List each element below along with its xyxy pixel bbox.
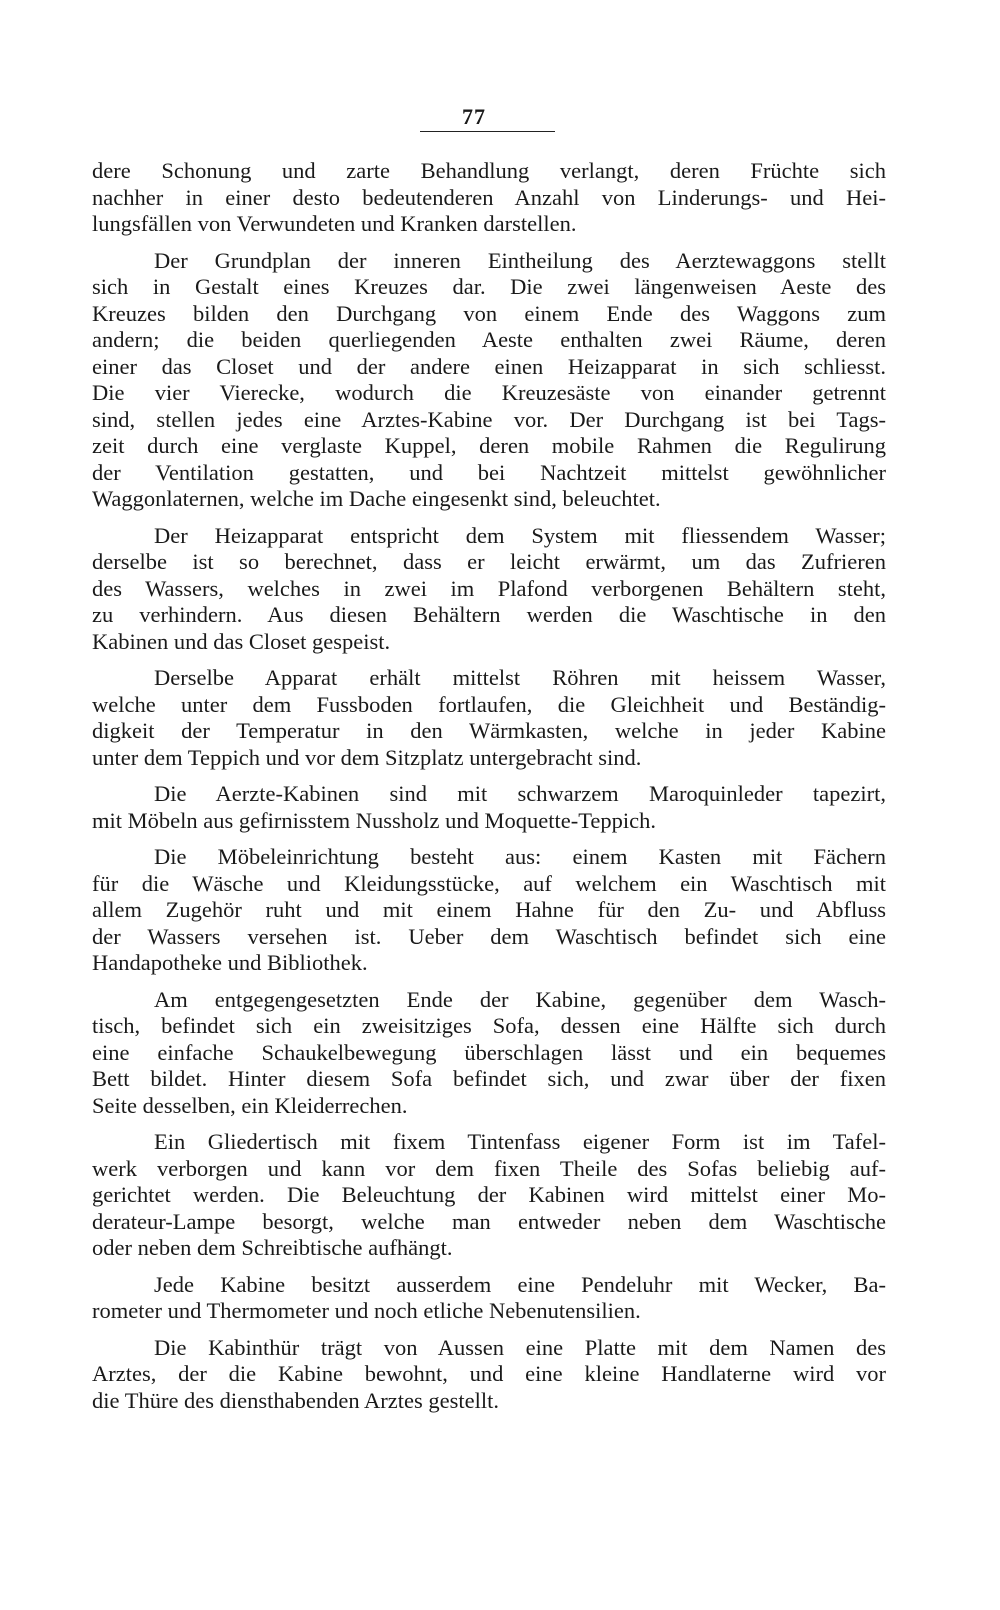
page-number: 77 (462, 104, 486, 129)
paragraph (92, 1272, 886, 1325)
text-line: die Thüre des diensthabenden Arztes gestellt. (92, 1387, 499, 1413)
text-line: Der Heizapparat entspricht dem System mit fliessendem Wasser; (154, 522, 886, 548)
text-line: des Wassers, welches in zwei im Plafond verborgenen Behältern steht, (92, 575, 886, 601)
paragraph (92, 987, 886, 1120)
text-line: Kreuzes bilden den Durchgang von einem Ende des Waggons zum (92, 300, 886, 326)
text-line: zu verhindern. Aus diesen Behältern werden die Waschtische in den (92, 602, 886, 627)
text-line: digkeit der Temperatur in den Wärmkasten, welche in jeder Kabine (92, 718, 886, 743)
text-line: Am entgegengesetzten Ende der Kabine, gegenüber dem Wasch- (154, 986, 886, 1012)
text-line: Die Aerzte-Kabinen sind mit schwarzem Maroquinleder tapezirt, (154, 781, 886, 806)
body-text (92, 158, 886, 1424)
text-line: nachher in einer desto bedeutenderen Anzahl von Linderungs- und Hei- (92, 184, 886, 210)
paragraph (92, 665, 886, 771)
paragraph (92, 523, 886, 656)
text-line: Die Möbeleinrichtung besteht aus: einem Kasten mit Fächern (154, 844, 886, 869)
text-line: allem Zugehör ruht und mit einem Hahne für den Zu- und Abfluss (92, 897, 886, 922)
paragraph (92, 1129, 886, 1262)
text-line: Waggonlaternen, welche im Dache eingesenkt sind, beleuchtet. (92, 486, 661, 511)
text-line: Der Grundplan der inneren Eintheilung des Aerztewaggons stellt (154, 247, 886, 273)
text-line: einer das Closet und der andere einen Heizapparat in sich schliesst. (92, 353, 886, 379)
text-line: Ein Gliedertisch mit fixem Tintenfass eigener Form ist im Tafel- (154, 1129, 886, 1154)
text-line: Kabinen und das Closet gespeist. (92, 628, 391, 654)
paragraph (92, 781, 886, 834)
text-line: derateur-Lampe besorgt, welche man entweder neben dem Waschtische (92, 1208, 886, 1234)
text-line: andern; die beiden querliegenden Aeste enthalten zwei Räume, deren (92, 327, 886, 352)
text-line: Die Kabinthür trägt von Aussen eine Platte mit dem Namen des (154, 1334, 886, 1360)
text-line: Arztes, der die Kabine bewohnt, und eine kleine Handlaterne wird vor (92, 1361, 886, 1386)
text-line: dere Schonung und zarte Behandlung verlangt, deren Früchte sich (92, 158, 886, 183)
text-line: eine einfache Schaukelbewegung überschlagen lässt und ein bequemes (92, 1039, 886, 1065)
paragraph (92, 844, 886, 977)
text-line: Bett bildet. Hinter diesem Sofa befindet sich, und zwar über der fixen (92, 1066, 886, 1091)
text-line: der Wassers versehen ist. Ueber dem Waschtisch befindet sich eine (92, 923, 886, 949)
text-line: derselbe ist so berechnet, dass er leicht erwärmt, um das Zufrieren (92, 549, 886, 574)
paragraph (92, 248, 886, 513)
text-line: mit Möbeln aus gefirnisstem Nussholz und Moquette-Teppich. (92, 807, 656, 833)
page-number-rule (420, 131, 555, 132)
text-line: für die Wäsche und Kleidungsstücke, auf welchem ein Waschtisch mit (92, 870, 886, 896)
text-line: Seite desselben, ein Kleiderrechen. (92, 1092, 408, 1118)
text-line: zeit durch eine verglaste Kuppel, deren mobile Rahmen die Regulirung (92, 433, 886, 458)
text-line: unter dem Teppich und vor dem Sitzplatz untergebracht sind. (92, 744, 642, 770)
paragraph (92, 1335, 886, 1415)
text-line: sind, stellen jedes eine Arztes-Kabine vor. Der Durchgang ist bei Tags- (92, 406, 886, 432)
paragraph (92, 158, 886, 238)
text-line: gerichtet werden. Die Beleuchtung der Kabinen wird mittelst einer Mo- (92, 1182, 886, 1207)
text-line: Handapotheke und Bibliothek. (92, 950, 368, 975)
text-line: sich in Gestalt eines Kreuzes dar. Die zwei längenweisen Aeste des (92, 274, 886, 299)
text-line: tisch, befindet sich ein zweisitziges Sofa, dessen eine Hälfte sich durch (92, 1013, 886, 1038)
text-line: Die vier Vierecke, wodurch die Kreuzesäste von einander getrennt (92, 380, 886, 405)
text-line: der Ventilation gestatten, und bei Nachtzeit mittelst gewöhnlicher (92, 459, 886, 485)
text-line: Jede Kabine besitzt ausserdem eine Pendeluhr mit Wecker, Ba- (154, 1271, 886, 1297)
text-line: Derselbe Apparat erhält mittelst Röhren mit heissem Wasser, (154, 665, 886, 690)
text-line: welche unter dem Fussboden fortlaufen, die Gleichheit und Beständig- (92, 691, 886, 717)
text-line: lungsfällen von Verwundeten und Kranken darstellen. (92, 211, 577, 236)
text-line: oder neben dem Schreibtische aufhängt. (92, 1235, 453, 1260)
text-line: werk verborgen und kann vor dem fixen Theile des Sofas beliebig auf- (92, 1155, 886, 1181)
text-line: rometer und Thermometer und noch etliche Nebenutensilien. (92, 1298, 641, 1323)
